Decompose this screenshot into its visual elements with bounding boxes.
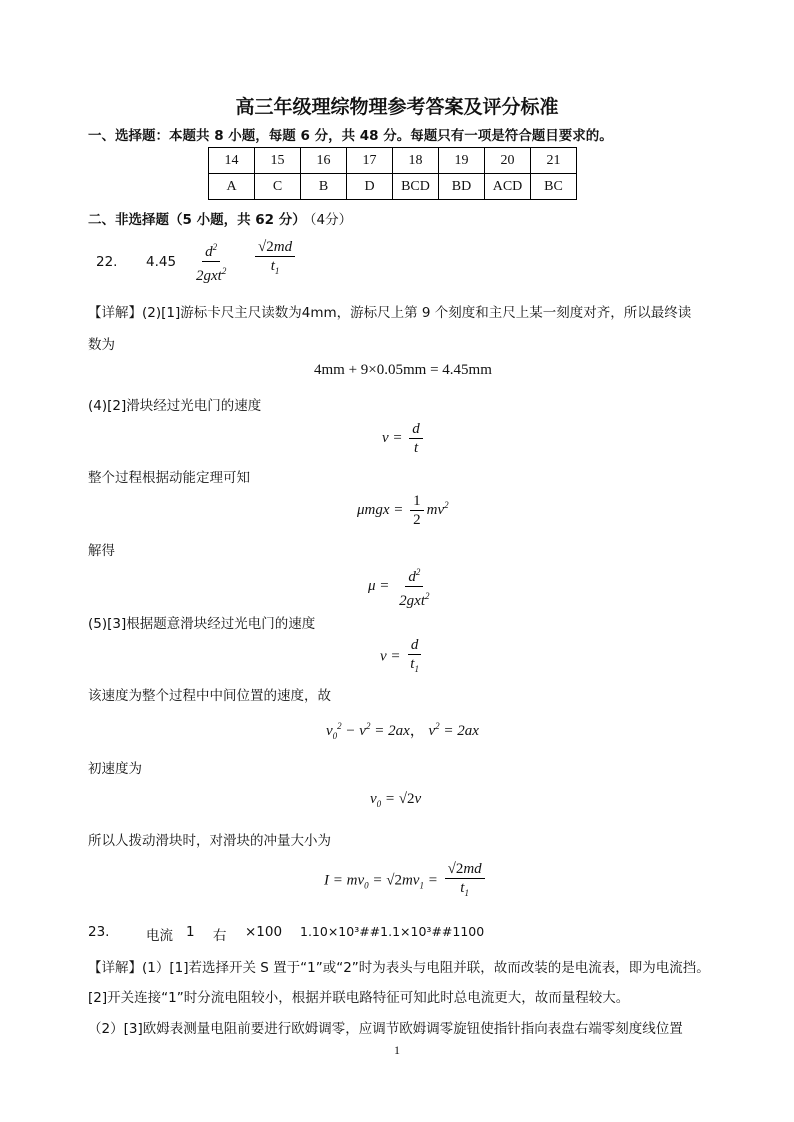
table-cell: ACD	[485, 174, 531, 200]
q22-reading-equation: 4mm + 9×0.05mm = 4.45mm	[314, 362, 492, 378]
table-cell: A	[209, 174, 255, 200]
q23-answer-5: 1.10×10³##1.1×10³##1100	[300, 924, 485, 939]
q22-part4: (4)[2]滑块经过光电门的速度	[88, 398, 262, 414]
page-number: 1	[394, 1043, 400, 1057]
answer-table-answer-row	[209, 174, 577, 200]
q22-answer-1: 4.45	[146, 254, 177, 270]
q23-answer-1: 电流	[146, 928, 173, 944]
q23-detail-line2: [2]开关连接“1”时分流电阻较小，根据并联电路特征可知此时总电流更大，故而量程较大。	[88, 990, 630, 1006]
q22-impulse-text: 所以人拨动滑块时，对滑块的冲量大小为	[88, 833, 331, 849]
velocity-t1-formula: v = $\frac{d}{t_1}$	[380, 636, 425, 678]
q23-answer-4: ×100	[245, 924, 283, 940]
q22-solve-text: 解得	[88, 543, 115, 559]
q22-mid-text: 该速度为整个过程中中间位置的速度，故	[88, 688, 331, 704]
table-cell: C	[255, 174, 301, 200]
q22-number: 22.	[96, 254, 118, 270]
table-cell: 16	[301, 148, 347, 174]
table-cell: 19	[439, 148, 485, 174]
q22-energy-text: 整个过程根据动能定理可知	[88, 470, 250, 486]
table-cell: 21	[531, 148, 577, 174]
table-cell: 17	[347, 148, 393, 174]
table-cell: BCD	[393, 174, 439, 200]
section2-heading-row	[88, 208, 352, 228]
page-title: 高三年级理综物理参考答案及评分标准	[235, 96, 559, 118]
table-cell: 18	[393, 148, 439, 174]
q22-detail-line1: 【详解】(2)[1]游标卡尺主尺读数为4mm，游标尺上第 9 个刻度和主尺上某一刻度对齐，所以最终读	[88, 305, 692, 321]
q23-detail-line3: （2）[3]欧姆表测量电阻前要进行欧姆调零，应调节欧姆调零旋钮使指针指向表盘右端零刻度线位置	[88, 1021, 683, 1037]
table-cell: BC	[531, 174, 577, 200]
table-cell: B	[301, 174, 347, 200]
table-cell: 15	[255, 148, 301, 174]
velocity-formula: v = $\frac{d}{t}$	[382, 420, 426, 457]
v0-formula: $v_0 = √2v$	[370, 791, 422, 809]
q22-init-text: 初速度为	[88, 761, 142, 777]
q23-number: 23.	[88, 924, 110, 940]
section2-heading: 二、非选择题（5 小题，共 62 分）	[88, 212, 306, 228]
q22-answer-2-formula: $\frac{d^2}{2gxt^2}$	[190, 238, 232, 285]
q22-answer-3-formula: $\frac{√2md}{t_1}$	[252, 238, 298, 280]
table-cell: 14	[209, 148, 255, 174]
impulse-formula: $I = mv_0 = √2mv_1$ = $\frac{√2md}{t_1}$	[324, 860, 488, 902]
table-cell: BD	[439, 174, 485, 200]
mu-formula: μ = $\frac{d^2}{2gxt^2}$	[368, 563, 435, 610]
q23-answer-3: 右	[213, 928, 227, 944]
section1-heading: 一、选择题：本题共 8 小题，每题 6 分，共 48 分。每题只有一项是符合题目要求的。	[88, 128, 613, 144]
q23-answer-2: 1	[186, 924, 195, 940]
kinematics-formula: $v_0^2 - v^2 = 2ax$， $v^2 = 2ax$	[326, 721, 479, 741]
q22-detail-line2: 数为	[88, 337, 115, 353]
table-cell: D	[347, 174, 393, 200]
table-cell: 20	[485, 148, 531, 174]
answer-table-number-row	[209, 148, 577, 174]
q22-part5: (5)[3]根据题意滑块经过光电门的速度	[88, 616, 316, 632]
section2-score: （4分）	[309, 212, 353, 228]
answer-table	[208, 147, 577, 200]
q23-detail-line1: 【详解】(1）[1]若选择开关 S 置于“1”或“2”时为表头与电阻并联，故而改装的是电流表，即为电流挡。	[88, 960, 710, 976]
energy-formula: μmgx = $\frac{1}{2}$ $mv^2$	[357, 493, 449, 528]
